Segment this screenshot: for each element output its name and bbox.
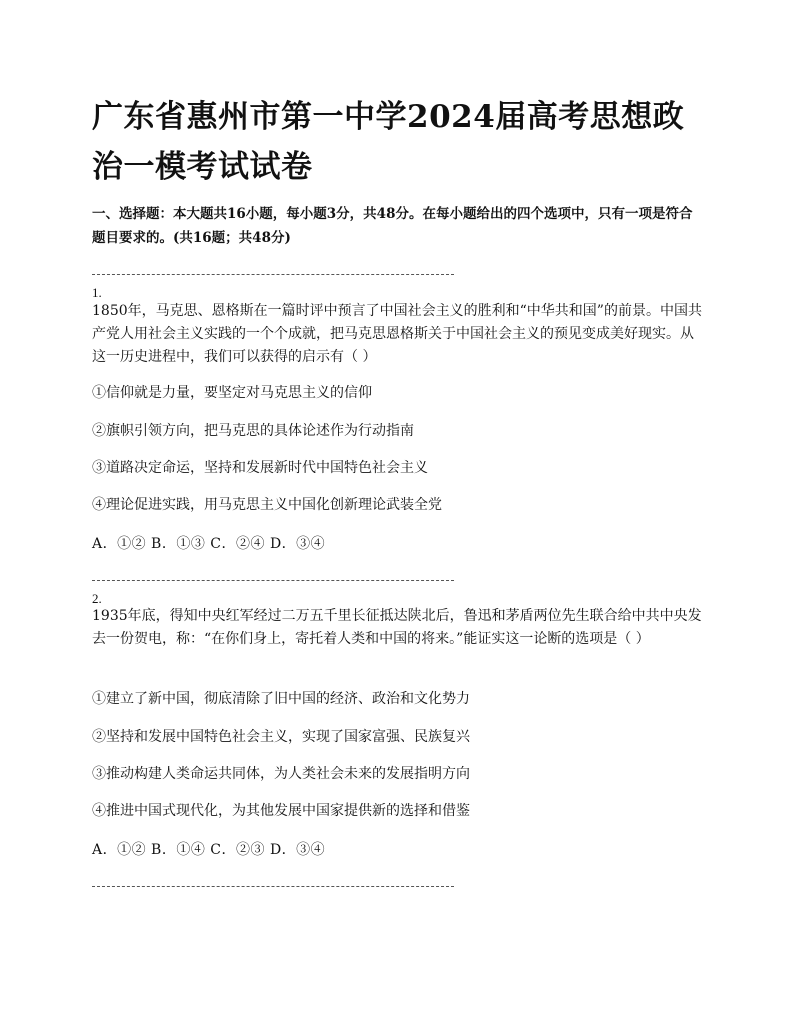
question-option: ④理论促进实践，用马克思主义中国化创新理论武装全党 (92, 497, 442, 513)
question-divider (92, 274, 454, 275)
section-heading: 一、选择题：本大题共16小题，每小题3分，共48分。在每小题给出的四个选项中，只有一项是符合题目要求的。(共16题；共48分) (92, 206, 693, 246)
question-option: ①信仰就是力量，要坚定对马克思主义的信仰 (92, 385, 372, 401)
question-number: 1. (92, 285, 102, 300)
question-option: ①建立了新中国，彻底清除了旧中国的经济、政治和文化势力 (92, 691, 470, 707)
question-divider (92, 886, 454, 887)
question-option: ②旗帜引领方向，把马克思的具体论述作为行动指南 (92, 423, 414, 439)
question-option: ④推进中国式现代化，为其他发展中国家提供新的选择和借鉴 (92, 803, 470, 819)
question-stem: 1850年，马克思、恩格斯在一篇时评中预言了中国社会主义的胜利和“中华共和国”的前景。中国共产党人用社会主义实践的一个个成就，把马克思恩格斯关于中国社会主义的预见变成美好现实。从这一历史进程中，我们可以获得的启示有（ ） (92, 303, 702, 365)
question-option: ③推动构建人类命运共同体，为人类社会未来的发展指明方向 (92, 766, 470, 782)
question-stem: 1935年底，得知中央红军经过二万五千里长征抵达陕北后，鲁迅和茅盾两位先生联合给中共中央发去一份贺电，称：“在你们身上，寄托着人类和中国的将来。”能证实这一论断的选项是（ ） (92, 608, 702, 647)
question-number: 2. (92, 591, 102, 606)
answer-choices: A．①② B．①④ C．②③ D．③④ (92, 842, 326, 858)
question-divider (92, 580, 454, 581)
question-option: ②坚持和发展中国特色社会主义，实现了国家富强、民族复兴 (92, 729, 470, 745)
answer-choices: A．①② B．①③ C．②④ D．③④ (92, 536, 326, 552)
question-option: ③道路决定命运，坚持和发展新时代中国特色社会主义 (92, 460, 428, 476)
page-title: 广东省惠州市第一中学2024届高考思想政治一模考试试卷 (92, 99, 685, 185)
